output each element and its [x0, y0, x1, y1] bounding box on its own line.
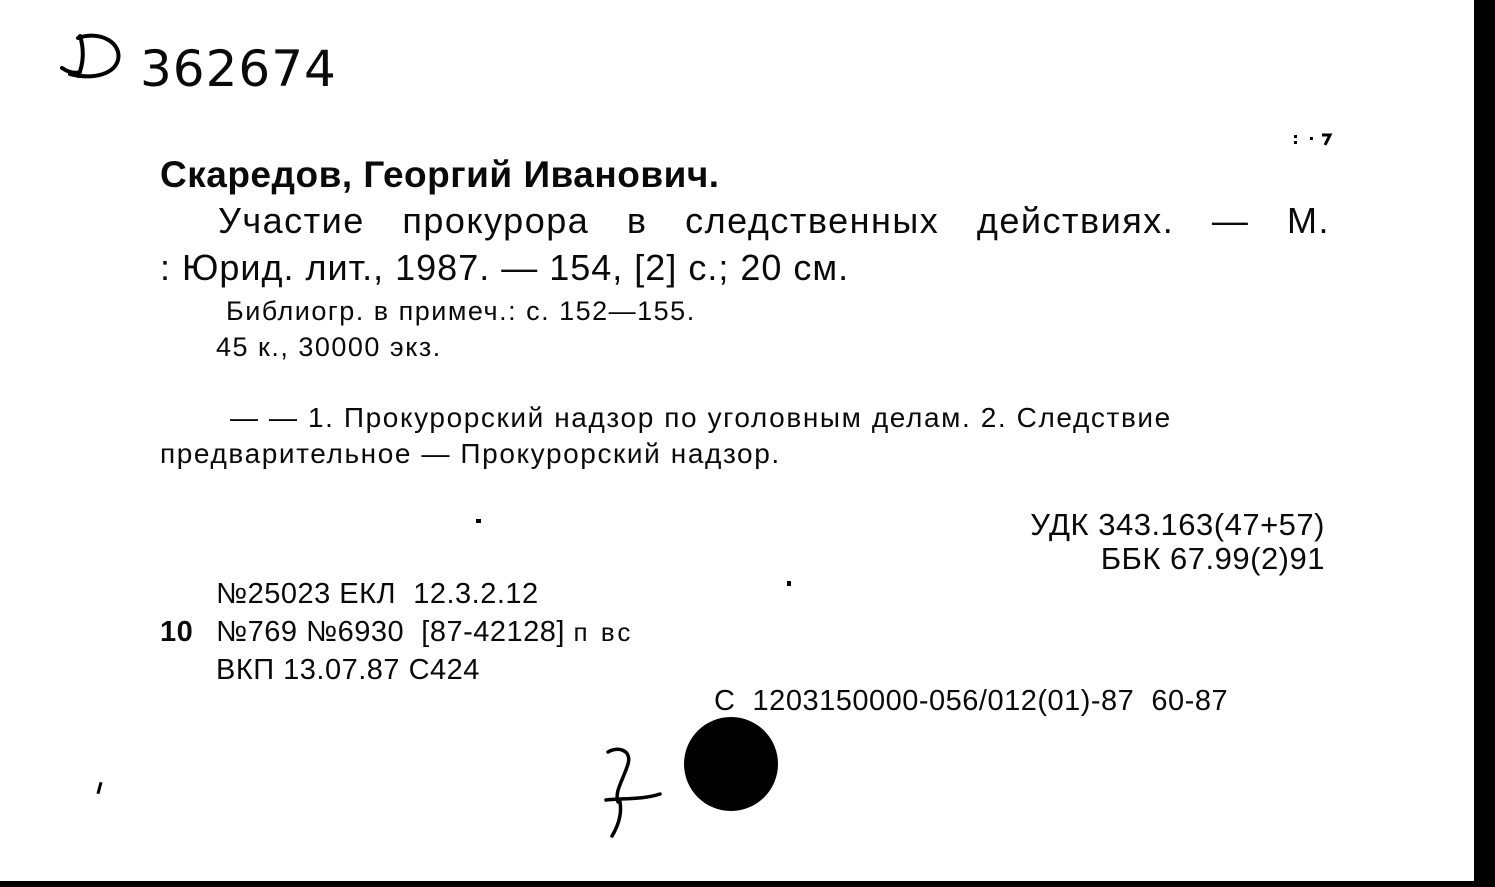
subject-headings-line-1: — — 1. Прокурорский надзор по уголовным делам. 2. Следствие	[230, 402, 1172, 433]
publisher-code: С 1203150000-056/012(01)-87 60-87	[714, 685, 1229, 717]
inventory-number: 362674	[140, 40, 337, 98]
speck-3	[96, 782, 102, 794]
service-line-2-suffix: п вс	[573, 617, 634, 647]
classification-block	[1030, 508, 1325, 576]
author-heading: Скаредов, Георгий Иванович.	[160, 154, 720, 195]
service-line-2: №769 №6930 [87-42128]	[216, 616, 565, 648]
title-line-2: : Юрид. лит., 1987. — 154, [2] с.; 20 см.	[160, 247, 850, 288]
card-edge-bottom	[0, 881, 1495, 887]
copy-count: 10	[160, 616, 194, 648]
corner-speck-mark	[1292, 131, 1336, 152]
service-line-1: №25023 ЕКЛ 12.3.2.12	[216, 578, 539, 610]
speck-1	[476, 519, 481, 523]
title-line-1: Участие прокурора в следственных действиях. — М.	[218, 200, 1330, 241]
bibliography-note: Библиогр. в примеч.: с. 152—155.	[226, 296, 696, 326]
service-data-block	[160, 575, 633, 689]
card-edge-right	[1474, 0, 1495, 887]
subject-headings-line-2: предварительное — Прокурорский надзор.	[160, 438, 781, 469]
speck-2	[787, 581, 791, 586]
bbk-code: ББК 67.99(2)91	[1100, 541, 1325, 576]
service-line-3: ВКП 13.07.87 С424	[216, 654, 480, 686]
udk-code: УДК 343.163(47+57)	[1030, 507, 1325, 542]
punch-hole	[684, 717, 778, 811]
handwritten-d-mark-icon	[58, 28, 138, 88]
price-print-run: 45 к., 30000 экз.	[216, 332, 442, 362]
handwritten-seven-mark-icon	[598, 742, 668, 842]
